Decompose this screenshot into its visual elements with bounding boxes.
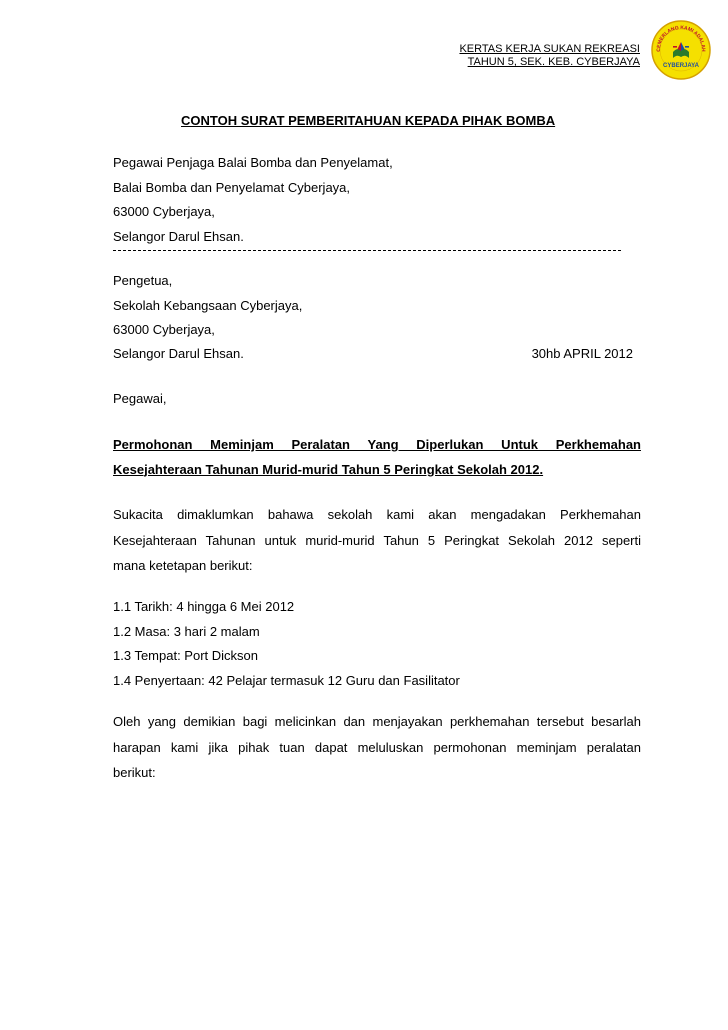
header-text xyxy=(459,43,640,69)
logo-text-bottom: CYBERJAYA xyxy=(663,63,699,69)
details-item-1: 1.1 Tarikh: 4 hingga 6 Mei 2012 xyxy=(113,599,295,614)
intro-line-3: mana ketetapan berikut: xyxy=(113,558,253,573)
recipient-line-4: Selangor Darul Ehsan. xyxy=(113,346,244,361)
recipient-line-3: 63000 Cyberjaya, xyxy=(113,322,215,337)
recipient-line-2: Sekolah Kebangsaan Cyberjaya, xyxy=(113,297,303,313)
sender-line-4: Selangor Darul Ehsan. xyxy=(113,228,244,244)
header-line-1: KERTAS KERJA SUKAN REKREASI xyxy=(459,43,640,55)
sender-line-2: Balai Bomba dan Penyelamat Cyberjaya, xyxy=(113,179,351,195)
subject-line-1: Permohonan Meminjam Peralatan Yang Diperlukan Untuk Perkhemahan xyxy=(113,437,641,452)
details-item-4: 1.4 Penyertaan: 42 Pelajar termasuk 12 Guru dan Fasilitator xyxy=(113,672,460,688)
closing-line-3: berikut: xyxy=(113,765,156,780)
details-item-2: 1.2 Masa: 3 hari 2 malam xyxy=(113,623,260,639)
subject-line-2: Kesejahteraan Tahunan Murid-murid Tahun 5 Peringkat Sekolah 2012. xyxy=(113,461,544,477)
header-line-2: TAHUN 5, SEK. KEB. CYBERJAYA xyxy=(467,56,640,68)
closing-line-1: Oleh yang demikian bagi melicinkan dan menjayakan perkhemahan tersebut besarlah xyxy=(113,714,641,729)
closing-line-2: harapan kami jika pihak tuan dapat meluluskan permohonan meminjam peralatan xyxy=(113,739,641,755)
letter-date: 30hb APRIL 2012 xyxy=(531,346,633,361)
sender-address xyxy=(113,151,641,249)
recipient-date-row xyxy=(113,342,633,367)
school-logo xyxy=(651,20,711,80)
details-item-3: 1.3 Tempat: Port Dickson xyxy=(113,648,258,663)
sender-line-1: Pegawai Penjaga Balai Bomba dan Penyelamat, xyxy=(113,155,393,170)
recipient-address xyxy=(113,269,641,343)
sender-line-3: 63000 Cyberjaya, xyxy=(113,204,215,219)
letter-subject xyxy=(113,433,641,482)
salutation: Pegawai, xyxy=(113,391,167,406)
recipient-line-1: Pengetua, xyxy=(113,273,173,288)
intro-paragraph xyxy=(113,502,641,579)
separator-line xyxy=(113,250,621,251)
closing-paragraph xyxy=(113,709,641,786)
intro-line-1: Sukacita dimaklumkan bahawa sekolah kami akan mengadakan Perkhemahan xyxy=(113,507,641,522)
document-title: CONTOH SURAT PEMBERITAHUAN KEPADA PIHAK BOMBA xyxy=(181,113,556,128)
details-list xyxy=(113,595,641,693)
logo-text-top: CEMERLANG KAMI ADALAH xyxy=(655,24,707,52)
intro-line-2: Kesejahteraan Tahunan untuk murid-murid Tahun 5 Peringkat Sekolah 2012 seperti xyxy=(113,532,641,548)
